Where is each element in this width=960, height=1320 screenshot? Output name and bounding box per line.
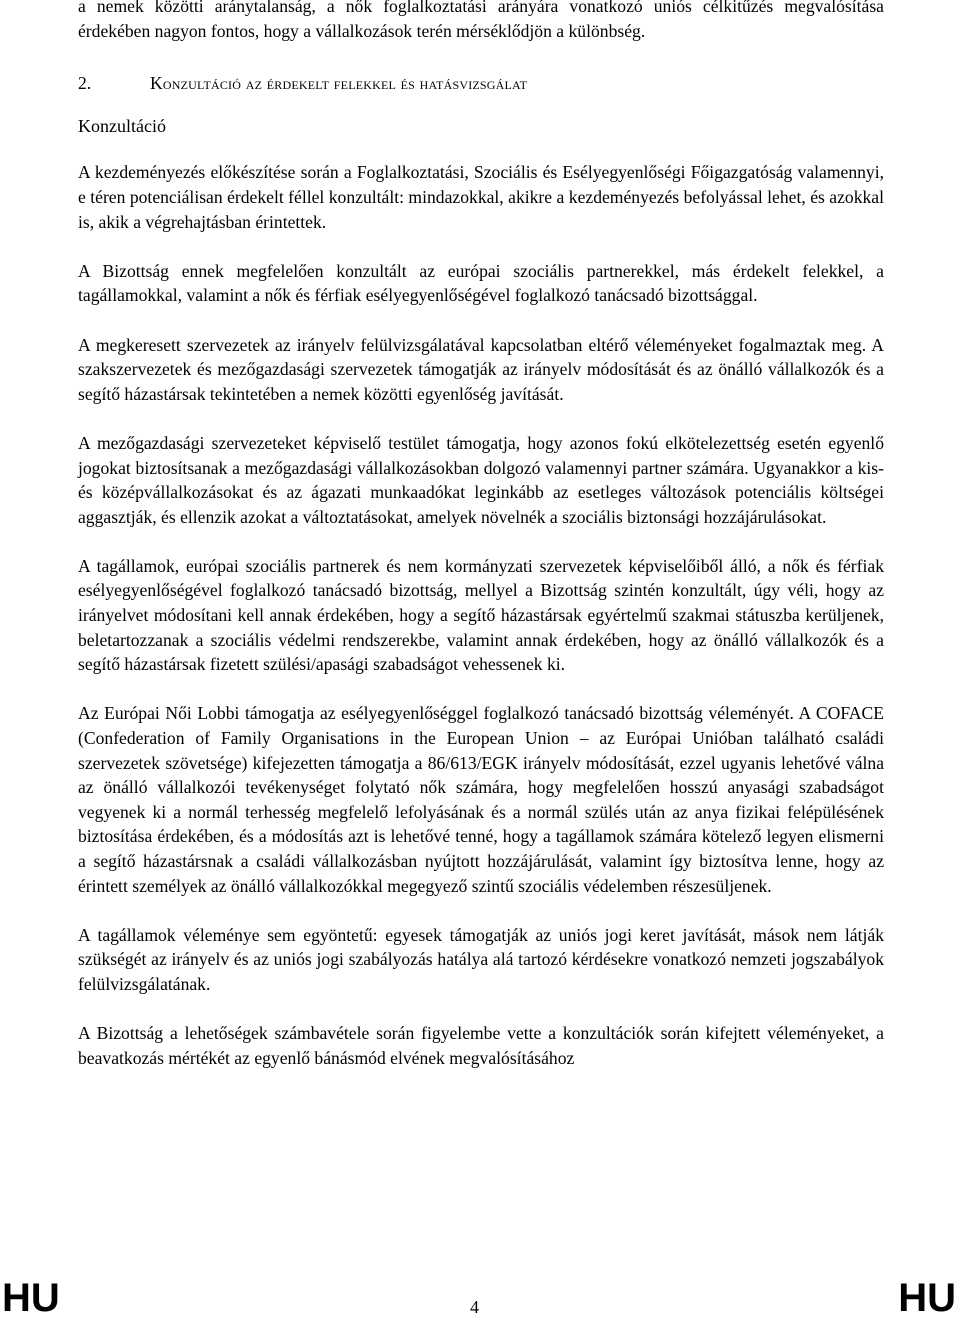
paragraph: A mezőgazdasági szervezeteket képviselő testület támogatja, hogy azonos fokú elkötelezettség esetén egyenlő jogokat biztosítsanak a mezőgazdasági vállalkozásokban dolgozó valamennyi partner számára. Ugyanakkor a kis- és középvállalkozásokat és az ágazati munkaadókat leginkább az esetleges változások potenciális költségei aggasztják, és ellenzik azokat a változtatásokat, amelyek növelnék a szociális biztonsági hozzájárulásokat. (78, 432, 884, 527)
footer-language-left: HU (2, 1276, 60, 1320)
paragraph: A Bizottság ennek megfelelően konzultált az európai szociális partnerekkel, más érdekelt felekkel, a tagállamokkal, valamint a nők és férfiak esélyegyenlőségével foglalkozó tanácsadó bizottsággal. (78, 260, 884, 306)
paragraph: A megkeresett szervezetek az irányelv felülvizsgálatával kapcsolatban eltérő véleményeket fogalmaztak meg. A szakszervezetek és mezőgazdasági szervezetek támogatják az irányelv módosítását és az önálló vállalkozók és a segítő házastársak tekintetében a nemek közötti egyenlőség javítását. (78, 334, 884, 404)
page-number: 4 (470, 1297, 479, 1317)
paragraph: A tagállamok véleménye sem egyöntetű: egyesek támogatják az uniós jogi keret javítását, mások nem látják szükségét az irányelv és az uniós jogi szabályozás hatálya alá tartozó kérdésekre vonatkozó nemzeti jogszabályok felülvizsgálatának. (78, 924, 884, 994)
paragraph: A kezdeményezés előkészítése során a Foglalkoztatási, Szociális és Esélyegyenlőségi Főigazgatóság valamennyi, e téren potenciálisan érdekelt féllel konzultált: mindazokkal, akikre a kezdeményezés befolyással lehet, és azokkal is, akik a végrehajtásban érintettek. (78, 162, 884, 232)
section-number: 2. (78, 73, 92, 94)
paragraph: A tagállamok, európai szociális partnerek és nem kormányzati szervezetek képviselőiből álló, a nők és férfiak esélyegyenlőségével foglalkozó tanácsadó bizottság, mellyel a Bizottság szintén konzultált, úgy véli, hogy az irányelvet módosítani kell annak érdekében, hogy a segítő házastársak egyértelmű szakmai státuszba kerüljenek, beletartozzanak a szociális védelmi rendszerekbe, valamint annak érdekében, hogy az önálló vállalkozók és a segítő házastársak fizetett szülési/apasági szabadságot vehessenek ki. (78, 555, 884, 675)
paragraph: A Bizottság a lehetőségek számbavétele során figyelembe vette a konzultációk során kifejtett véleményeket, a beavatkozás mértékét az egyenlő bánásmód elvének megvalósításához (78, 1023, 884, 1068)
paragraph: Az Európai Női Lobbi támogatja az esélyegyenlőséggel foglalkozó tanácsadó bizottság véleményét. A COFACE (Confederation of Family Organisations in the European Union – az Európai Unióban található családi szervezetek szövetsége) kifejezetten támogatja a 86/613/EGK irányelv módosítását, ezzel ugyanis lehetővé válna az önálló vállalkozói tevékenységet folytató nők számára, hogy megfelelően hosszú anyasági szabadságot vegyenek ki a normál terhesség megfelelő lefolyásának és a normál szülés után az anya fizikai felépülésének biztosítása érdekében, és a módosítás azt is lehetővé tenné, hogy a tagállamok számára kötelező legyen elismerni a segítő házastársnak a családi vállalkozásban nyújtott hozzájárulását, valamint így biztosítva lenne, hogy az érintett személyek az önálló vállalkozókkal megegyező szintű szociális védelemben részesüljenek. (78, 703, 884, 896)
section-title: Konzultáció az érdekelt felekkel és hatásvizsgálat (150, 73, 528, 94)
intro-paragraph: a nemek közötti aránytalanság, a nők foglalkoztatási arányára vonatkozó uniós célkitűzés megvalósítása érdekében nagyon fontos, hogy a vállalkozások terén mérséklődjön a különbség. (78, 0, 884, 41)
document-body (78, 0, 884, 1070)
footer-language-right: HU (898, 1276, 956, 1320)
section-heading (78, 71, 884, 96)
subheading: Konzultáció (78, 115, 166, 136)
